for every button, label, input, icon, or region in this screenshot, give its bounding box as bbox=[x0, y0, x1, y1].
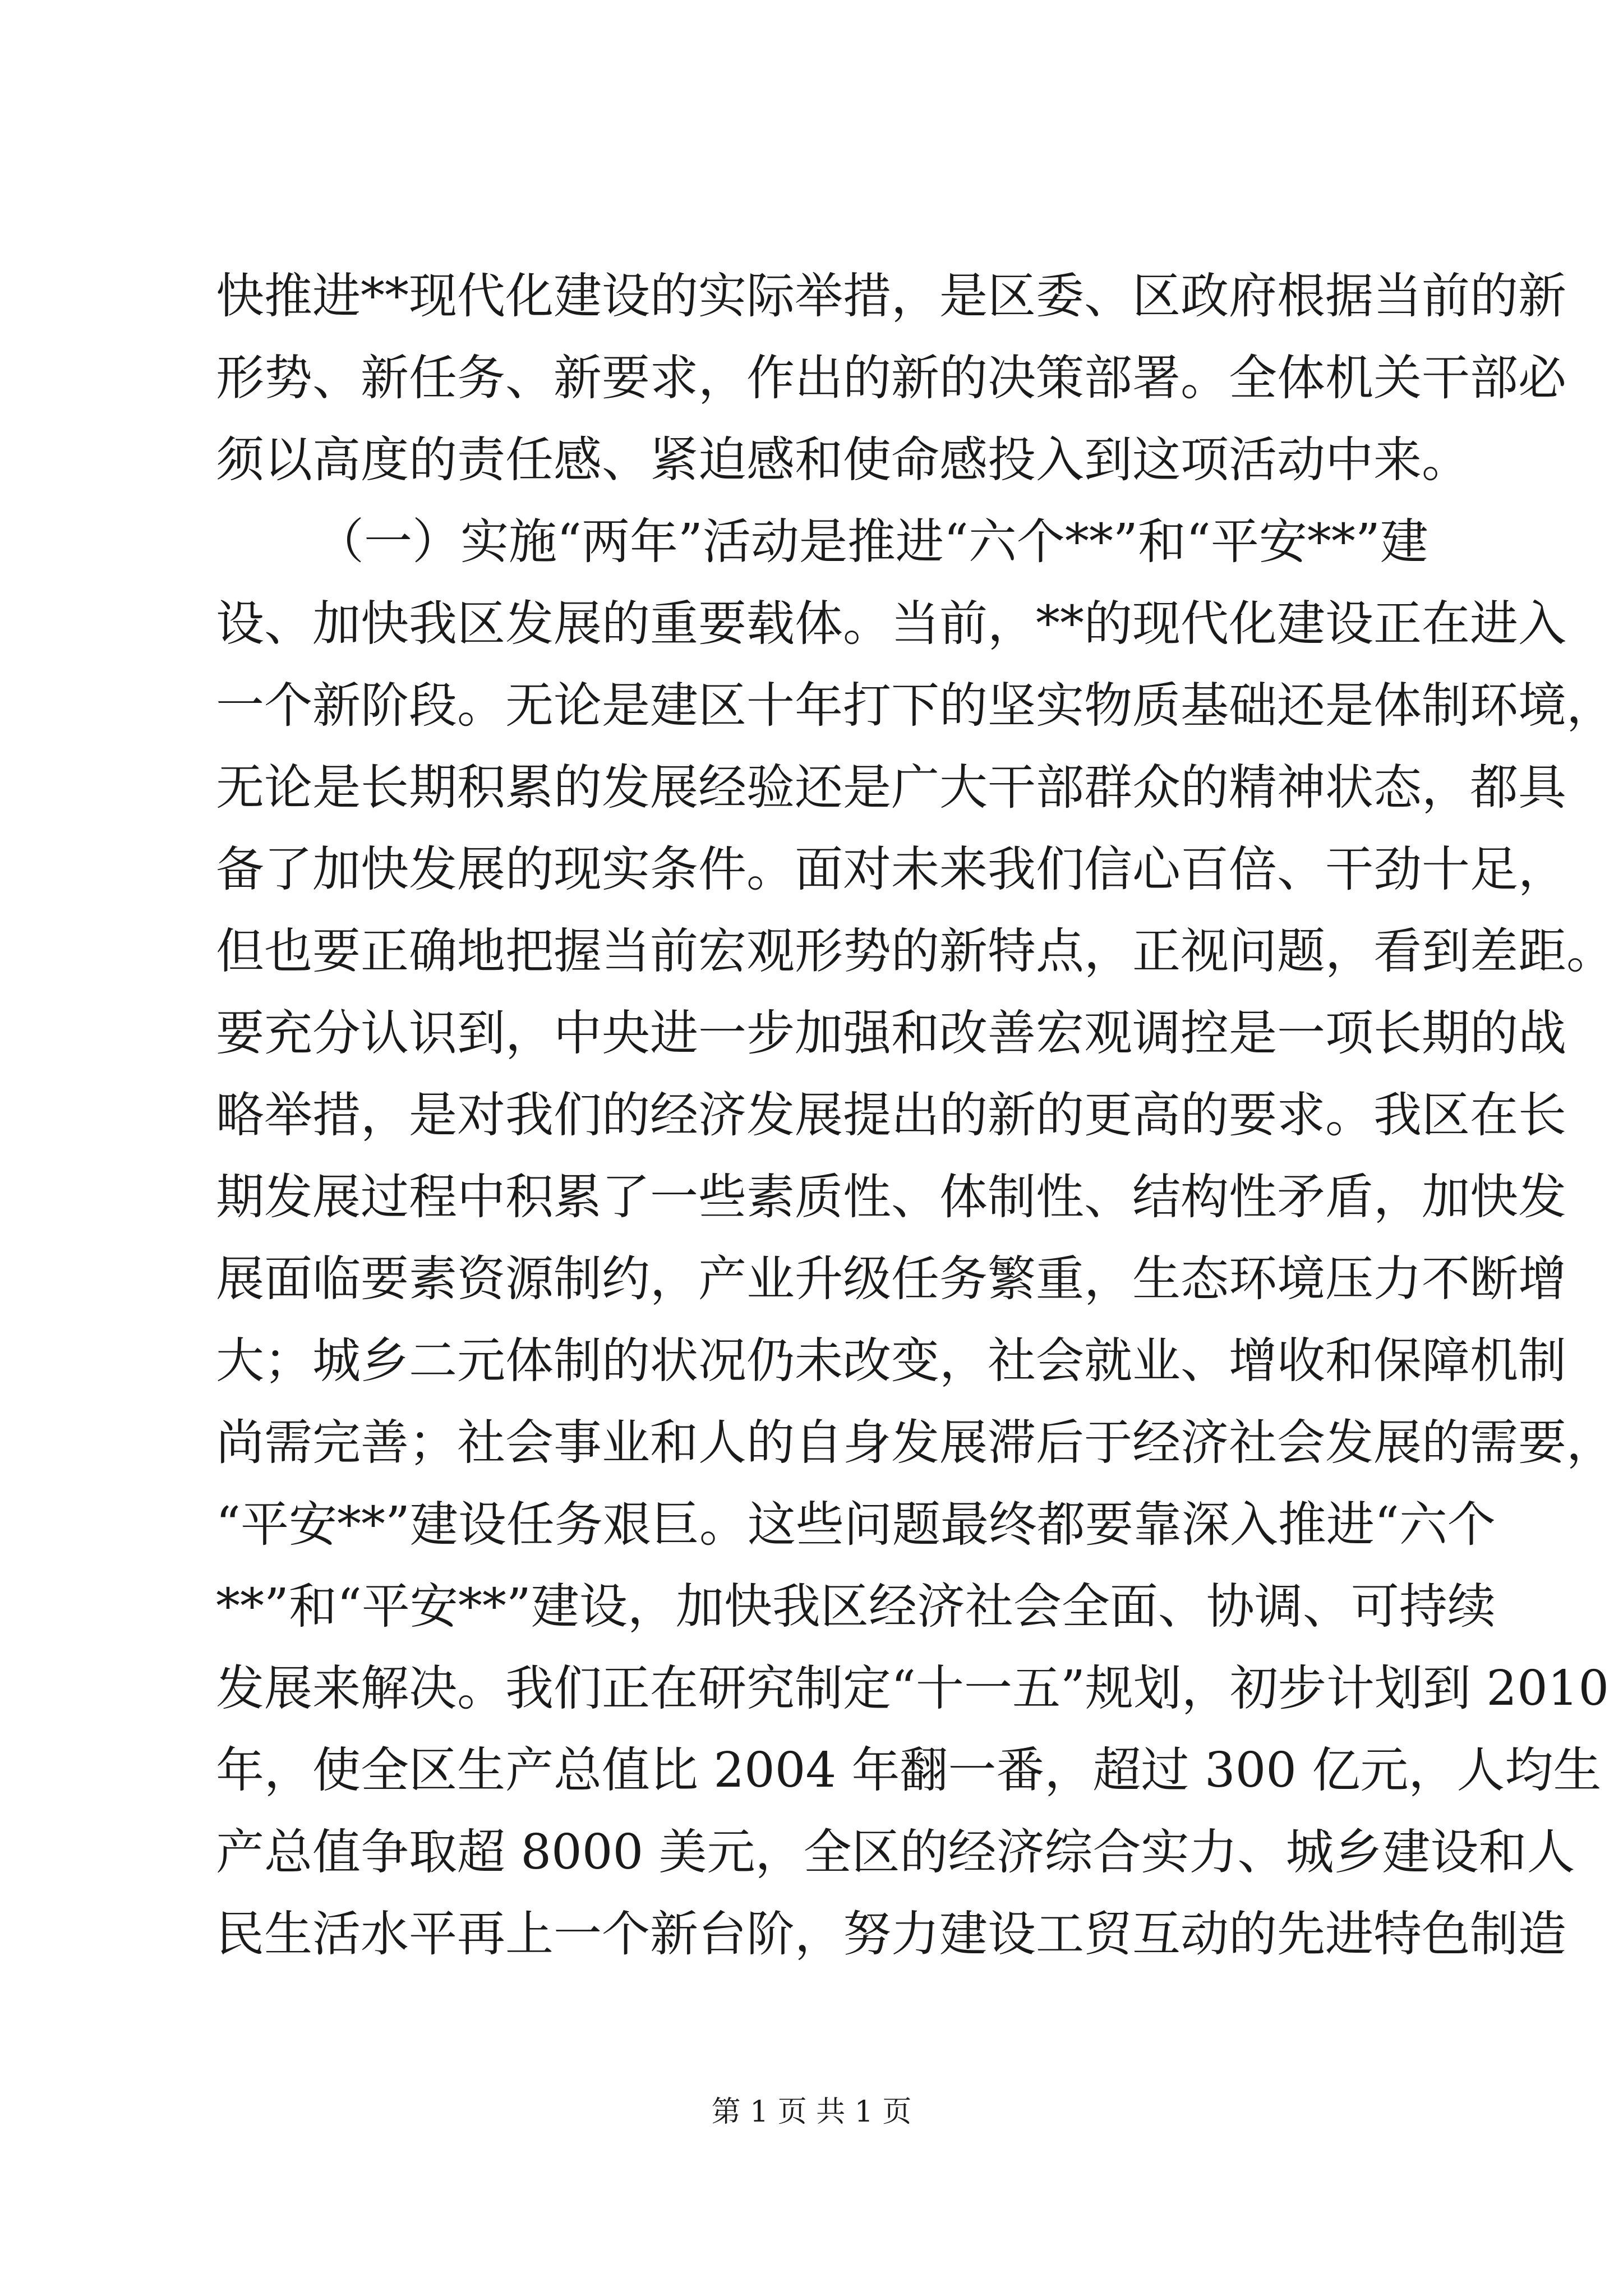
text-line-13: 展面临要素资源制约，产业升级任务繁重，生态环境压力不断增 bbox=[216, 1251, 1566, 1307]
text-line-18: 发展来解决。我们正在研究制定“十一五”规划，初步计划到 2010 bbox=[216, 1660, 1610, 1717]
text-line-21: 民生活水平再上一个新台阶，努力建设工贸互动的先进特色制造 bbox=[216, 1906, 1566, 1962]
text-line-10: 要充分认识到，中央进一步加强和改善宏观调控是一项长期的战 bbox=[216, 1005, 1566, 1061]
text-line-6: 一个新阶段。无论是建区十年打下的坚实物质基础还是体制环境， bbox=[216, 678, 1615, 734]
body-text bbox=[216, 255, 1615, 1975]
page-number-footer: 第 1 页 共 1 页 bbox=[711, 2095, 912, 2129]
text-line-12: 期发展过程中积累了一些素质性、体制性、结构性矛盾，加快发 bbox=[216, 1169, 1566, 1225]
text-line-9: 但也要正确地把握当前宏观形势的新特点，正视问题，看到差距。 bbox=[216, 923, 1615, 979]
text-line-5: 设、加快我区发展的重要载体。当前，**的现代化建设正在进入 bbox=[216, 596, 1566, 652]
text-line-7: 无论是长期积累的发展经验还是广大干部群众的精神状态，都具 bbox=[216, 760, 1566, 816]
text-line-11: 略举措，是对我们的经济发展提出的新的更高的要求。我区在长 bbox=[216, 1087, 1566, 1143]
text-line-14: 大；城乡二元体制的状况仍未改变，社会就业、增收和保障机制 bbox=[216, 1333, 1566, 1389]
text-line-4: （一）实施“两年”活动是推进“六个**”和“平安**”建 bbox=[316, 514, 1428, 570]
text-line-17: **”和“平安**”建设，加快我区经济社会全面、协调、可持续 bbox=[216, 1579, 1496, 1635]
text-line-19: 年，使全区生产总值比 2004 年翻一番，超过 300 亿元，人均生 bbox=[216, 1742, 1602, 1798]
text-line-8: 备了加快发展的现实条件。面对未来我们信心百倍、干劲十足， bbox=[216, 841, 1566, 898]
text-line-3: 须以高度的责任感、紧迫感和使命感投入到这项活动中来。 bbox=[216, 432, 1470, 488]
text-line-20: 产总值争取超 8000 美元，全区的经济综合实力、城乡建设和人 bbox=[216, 1824, 1575, 1880]
text-line-1: 快推进**现代化建设的实际举措，是区委、区政府根据当前的新 bbox=[216, 268, 1566, 324]
text-line-2: 形势、新任务、新要求，作出的新的决策部署。全体机关干部必 bbox=[216, 350, 1566, 406]
text-line-16: “平安**”建设任务艰巨。这些问题最终都要靠深入推进“六个 bbox=[216, 1497, 1496, 1553]
text-line-15: 尚需完善；社会事业和人的自身发展滞后于经济社会发展的需要， bbox=[216, 1415, 1615, 1471]
